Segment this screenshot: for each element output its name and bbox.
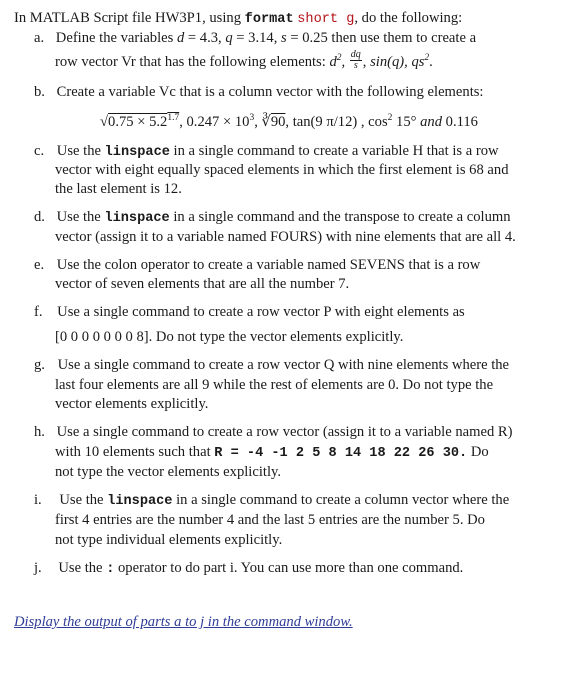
item-g-line2: last four elements are all 9 while the rest of elements are 0. Do not type the bbox=[55, 377, 494, 393]
item-e-letter: e. bbox=[34, 257, 45, 273]
format-keyword: format bbox=[244, 12, 294, 27]
item-g-line3: vector elements explicitly. bbox=[55, 396, 209, 412]
d-value: = 4.3, bbox=[184, 30, 226, 46]
item-h-letter: h. bbox=[34, 424, 45, 440]
item-b-expression: $√0.75 \times 5.2^{1.7}$, $0.247 \times 10^3$, ∛90, tan(9 π/12) , $\cos^2 15^\circ$ and 0.116 bbox=[100, 113, 478, 130]
item-a-line1 bbox=[34, 28, 476, 48]
format-argument: short g bbox=[297, 12, 355, 27]
var-q: q bbox=[225, 30, 233, 46]
item-i-line3: not type individual elements explicitly. bbox=[55, 532, 283, 548]
intro-suffix: , do the following: bbox=[354, 10, 463, 26]
item-d-line1: d. Use the linspace in a single command and the transpose to create a column bbox=[34, 209, 511, 226]
item-a-text1: Define the variables bbox=[55, 30, 177, 46]
cube-root-symbol: , ∛ bbox=[254, 114, 271, 130]
item-c-line3: the last element is 12. bbox=[55, 181, 182, 197]
item-c-line2: vector with eight equally spaced elements in which the first element is 68 and bbox=[55, 162, 509, 178]
item-i-line2: first 4 entries are the number 4 and the last 5 entries are the number 5. Do bbox=[55, 512, 485, 528]
item-e-line1: e. Use the colon operator to create a variable named SEVENS that is a row bbox=[34, 257, 481, 273]
item-i-line1: i. Use the linspace in a single command to create a column vector where the bbox=[34, 492, 510, 509]
sqrt-radicand: $0.75 \times 5.2^{1.7}$ bbox=[108, 113, 180, 130]
var-s: s bbox=[281, 30, 287, 46]
item-b-letter: b. bbox=[34, 84, 45, 100]
item-b-line1 bbox=[34, 82, 483, 102]
item-c-letter: c. bbox=[34, 143, 45, 159]
item-j-letter: j. bbox=[34, 560, 42, 576]
item-a-line2: row vector Vr that has the following elements: $d^2$, $\frac{dq}{s}$ , sin(q), $qs^2$. bbox=[55, 49, 433, 72]
footer-line bbox=[14, 612, 353, 632]
item-j-line1: j. Use the : operator to do part i. You can use more than one command. bbox=[34, 560, 464, 577]
linspace-keyword: linspace bbox=[104, 211, 170, 226]
intro-prefix: In MATLAB Script file HW3P1, using bbox=[14, 10, 245, 26]
sqrt-symbol: √ bbox=[100, 114, 109, 130]
item-d-line2: vector (assign it to a variable named FOURS) with nine elements that are all 4. bbox=[55, 229, 516, 245]
item-d-letter: d. bbox=[34, 209, 45, 225]
s-value: = 0.25 then use them to create a bbox=[286, 30, 477, 46]
sin-q-expr: sin(q), qs bbox=[370, 54, 425, 70]
var-d: d bbox=[176, 30, 185, 46]
dq-over-s-fraction: $\frac{dq}{s}$ bbox=[350, 49, 361, 72]
r-vector-code: R = -4 -1 2 5 8 14 18 22 26 30. bbox=[214, 446, 468, 461]
q-value: = 3.14, bbox=[232, 30, 281, 46]
item-f-letter: f. bbox=[34, 304, 43, 320]
colon-operator: : bbox=[106, 562, 115, 577]
item-h-line1: h. Use a single command to create a row vector (assign it to a variable named R) bbox=[34, 424, 513, 440]
item-a-letter: a. bbox=[34, 30, 45, 46]
item-f-line2: [0 0 0 0 0 0 0 8]. Do not type the vector elements explicitly. bbox=[55, 329, 404, 345]
intro-line bbox=[14, 8, 462, 30]
item-i-letter: i. bbox=[34, 492, 42, 508]
display-output-link[interactable]: Display the output of parts a to j in the command window. bbox=[14, 614, 353, 630]
linspace-keyword: linspace bbox=[104, 145, 170, 160]
item-g-letter: g. bbox=[34, 357, 45, 373]
item-b-text1: Create a variable Vc that is a column vector with the following elements: bbox=[56, 84, 484, 100]
item-h-line3: not type the vector elements explicitly. bbox=[55, 464, 281, 480]
item-c-line1: c. Use the linspace in a single command to create a variable H that is a row bbox=[34, 143, 499, 160]
item-h-line2: with 10 elements such that R = -4 -1 2 5 8 14 18 22 26 30. Do bbox=[55, 444, 489, 461]
item-e-line2: vector of seven elements that are all the number 7. bbox=[55, 276, 350, 292]
item-g-line1: g. Use a single command to create a row vector Q with nine elements where the bbox=[34, 357, 510, 373]
linspace-keyword: linspace bbox=[107, 494, 173, 509]
item-a-text2: row vector Vr that has the following elements: bbox=[55, 54, 330, 70]
item-f-line1: f. Use a single command to create a row vector P with eight elements as bbox=[34, 304, 465, 320]
